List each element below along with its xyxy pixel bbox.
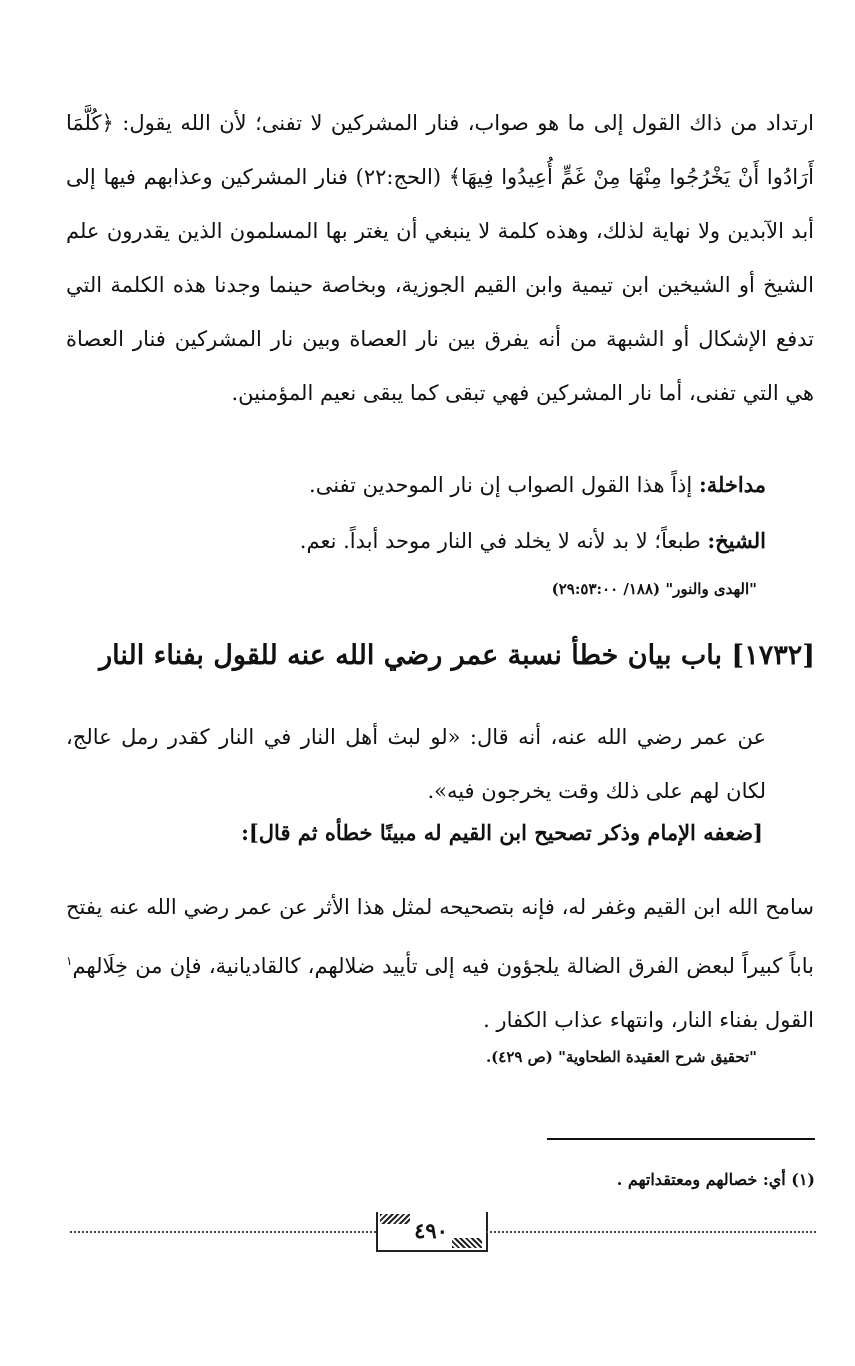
dialog-answer-text: طبعاً؛ لا بد لأنه لا يخلد في النار موحد أبداً. نعم. <box>299 529 701 553</box>
footer-dotted-rule-left <box>70 1231 376 1233</box>
footer-dotted-rule-right <box>486 1231 816 1233</box>
dialog-answer <box>66 514 766 568</box>
footnote-divider <box>547 1138 815 1140</box>
source-citation-1: "الهدى والنور" (١٨٨/ ٢٩:٥٣:٠٠) <box>551 580 757 598</box>
paragraph-3-part-a: سامح الله ابن القيم وغفر له، فإنه بتصحيحه لمثل هذا الأثر عن عمر رضي الله عنه يفتح باباً كبيراً لبعض الفرق الضالة يلجؤون فيه إلى تأييد ضلالهم، كالقاديانية، فإن من خِلَالهم <box>66 895 814 978</box>
dialog-answer-label: الشيخ: <box>707 528 766 553</box>
footnote-marker: ١ <box>66 954 73 968</box>
editor-bracket-note: [ضعفه الإمام وذكر تصحيح ابن القيم له مبينًا خطأه ثم قال]: <box>241 820 763 845</box>
dialog-question-text: إذاً هذا القول الصواب إن نار الموحدين تفنى. <box>309 473 693 497</box>
body-paragraph-3 <box>66 880 814 1047</box>
chapter-title: [١٧٣٢] باب بيان خطأ نسبة عمر رضي الله عنه للقول بفناء النار <box>99 640 815 671</box>
body-paragraph-1: ارتداد من ذاك القول إلى ما هو صواب، فنار المشركين لا تفنى؛ لأن الله يقول: ﴿كُلَّمَا أَرَادُوا أَنْ يَخْرُجُوا مِنْهَا مِنْ غَمٍّ أُعِيدُوا فِيهَا﴾ (الحج:٢٢) فنار المشركين وعذابهم فيها إلى أبد الآبدين ولا نهاية لذلك، وهذه كلمة لا ينبغي أن يغتر بها المسلمون الذين يقدرون علم الشيخ أو الشيخين ابن تيمية وابن القيم الجوزية، وبخاصة حينما وجدنا هذه الكلمة التي تدفع الإشكال أو الشبهة من أنه يفرق بين نار العصاة وبين نار المشركين فنار العصاة هي التي تفنى، أما نار المشركين فهي تبقى كما يبقى نعيم المؤمنين. <box>66 111 815 405</box>
footnote: (١) أي: خصالهم ومعتقداتهم . <box>616 1170 815 1189</box>
page-number-frame <box>376 1212 486 1252</box>
page-number: ٤٩٠ <box>414 1218 448 1243</box>
dialog-question-label: مداخلة: <box>698 472 766 497</box>
dialog-question <box>66 458 766 512</box>
paragraph-3-part-b: القول بفناء النار، وانتهاء عذاب الكفار . <box>483 1008 814 1032</box>
source-citation-2: "تحقيق شرح العقيدة الطحاوية" (ص ٤٢٩). <box>485 1048 757 1066</box>
body-paragraph-2: عن عمر رضي الله عنه، أنه قال: «لو لبث أهل النار في النار كقدر رمل عالج، لكان لهم على ذلك وقت يخرجون فيه». <box>66 725 766 803</box>
